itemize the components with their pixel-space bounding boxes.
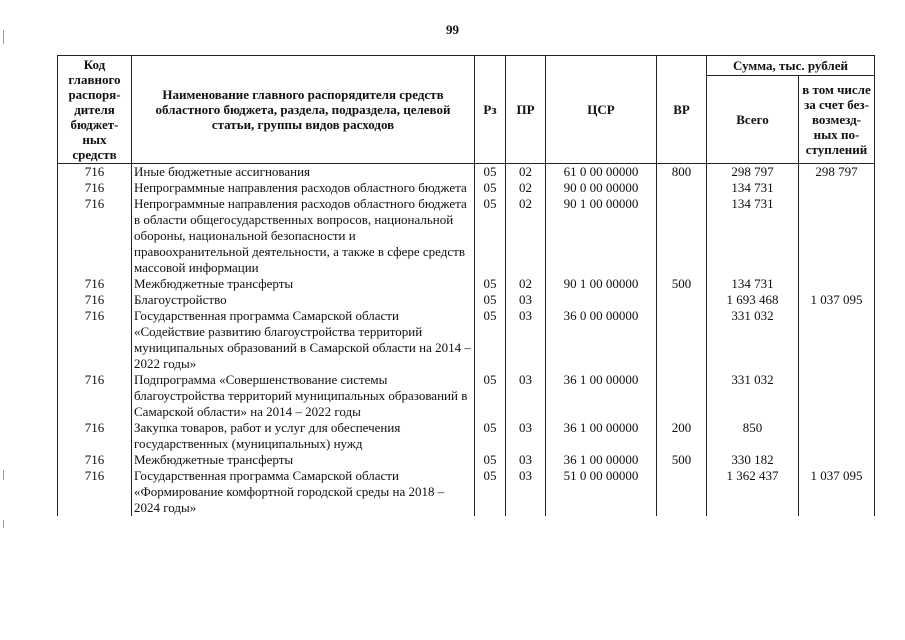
cell-pr: 02 [506,164,546,181]
cell-name: Закупка товаров, работ и услуг для обеспечения государственных (муниципальных) нужд [132,420,475,452]
table-row [58,452,875,468]
cell-total: 331 032 [707,372,799,420]
header-name: Наименование главного распорядителя средств областного бюджета, раздела, подраздела, целевой статьи, группы видов расходов [132,56,475,164]
cell-incl [799,180,875,196]
table-row [58,276,875,292]
cell-rz: 05 [475,276,506,292]
table-row [58,180,875,196]
cell-vr [657,372,707,420]
cell-csr: 61 0 00 00000 [546,164,657,181]
cell-name: Межбюджетные трансферты [132,276,475,292]
cell-incl [799,196,875,276]
cell-code: 716 [58,276,132,292]
cell-name: Иные бюджетные ассигнования [132,164,475,181]
cell-rz: 05 [475,452,506,468]
cell-name: Государственная программа Самарской области «Формирование комфортной городской среды на 2018 – 2024 годы» [132,468,475,516]
cell-name: Непрограммные направления расходов областного бюджета [132,180,475,196]
header-pr: ПР [506,56,546,164]
scan-mark [3,470,4,480]
header-csr: ЦСР [546,56,657,164]
cell-rz: 05 [475,468,506,516]
cell-csr: 36 1 00 00000 [546,372,657,420]
cell-total: 330 182 [707,452,799,468]
table-row [58,420,875,452]
cell-pr: 02 [506,180,546,196]
cell-vr: 800 [657,164,707,181]
cell-csr: 51 0 00 00000 [546,468,657,516]
cell-code: 716 [58,420,132,452]
cell-name: Благоустройство [132,292,475,308]
cell-csr: 36 1 00 00000 [546,452,657,468]
cell-pr: 02 [506,276,546,292]
cell-rz: 05 [475,180,506,196]
cell-vr [657,180,707,196]
cell-code: 716 [58,196,132,276]
cell-total: 1 362 437 [707,468,799,516]
cell-rz: 05 [475,196,506,276]
cell-rz: 05 [475,292,506,308]
header-code: Код главного распоря-дителя бюджет-ных средств [58,56,132,164]
cell-pr: 03 [506,308,546,372]
scan-mark [3,520,4,528]
cell-vr: 500 [657,452,707,468]
cell-pr: 03 [506,420,546,452]
cell-rz: 05 [475,164,506,181]
cell-name: Государственная программа Самарской области «Содействие развитию благоустройства территорий муниципальных образований в Самарской области на 2014 – 2022 годы» [132,308,475,372]
cell-code: 716 [58,164,132,181]
cell-incl [799,372,875,420]
page-number: 99 [446,22,459,37]
cell-csr: 90 1 00 00000 [546,276,657,292]
scan-mark [3,30,4,44]
cell-code: 716 [58,308,132,372]
cell-total: 1 693 468 [707,292,799,308]
cell-pr: 03 [506,372,546,420]
cell-pr: 03 [506,452,546,468]
cell-total: 331 032 [707,308,799,372]
cell-csr: 90 1 00 00000 [546,196,657,276]
cell-csr [546,292,657,308]
cell-total: 134 731 [707,180,799,196]
cell-name: Подпрограмма «Совершенствование системы благоустройства территорий муниципальных образований в Самарской области» на 2014 – 2022 годы [132,372,475,420]
cell-rz: 05 [475,420,506,452]
cell-incl [799,452,875,468]
cell-vr [657,292,707,308]
cell-vr: 200 [657,420,707,452]
cell-total: 298 797 [707,164,799,181]
cell-code: 716 [58,372,132,420]
cell-vr [657,308,707,372]
cell-csr: 36 1 00 00000 [546,420,657,452]
cell-code: 716 [58,180,132,196]
table-body [58,164,875,517]
table-row [58,164,875,181]
table-row [58,196,875,276]
cell-incl: 1 037 095 [799,292,875,308]
table-row [58,372,875,420]
cell-total: 850 [707,420,799,452]
header-sum: Сумма, тыс. рублей [707,56,875,76]
cell-total: 134 731 [707,196,799,276]
cell-total: 134 731 [707,276,799,292]
table-header [58,56,875,164]
header-total: Всего [707,76,799,164]
cell-code: 716 [58,292,132,308]
cell-name: Межбюджетные трансферты [132,452,475,468]
cell-pr: 03 [506,468,546,516]
table-row [58,468,875,516]
cell-pr: 03 [506,292,546,308]
cell-incl: 298 797 [799,164,875,181]
cell-csr: 36 0 00 00000 [546,308,657,372]
cell-incl [799,276,875,292]
cell-incl [799,420,875,452]
table-row [58,308,875,372]
header-incl: в том числе за счет без-возмезд-ных по-ступлений [799,76,875,164]
cell-code: 716 [58,452,132,468]
cell-incl: 1 037 095 [799,468,875,516]
cell-vr [657,196,707,276]
header-vr: ВР [657,56,707,164]
cell-rz: 05 [475,372,506,420]
budget-table [57,55,875,516]
table-row [58,292,875,308]
cell-vr: 500 [657,276,707,292]
cell-vr [657,468,707,516]
header-rz: Рз [475,56,506,164]
cell-incl [799,308,875,372]
cell-pr: 02 [506,196,546,276]
cell-code: 716 [58,468,132,516]
cell-rz: 05 [475,308,506,372]
cell-csr: 90 0 00 00000 [546,180,657,196]
cell-name: Непрограммные направления расходов областного бюджета в области общегосударственных вопросов, национальной обороны, национальной безопасности и правоохранительной деятельности, а также в сфере средств массовой информации [132,196,475,276]
